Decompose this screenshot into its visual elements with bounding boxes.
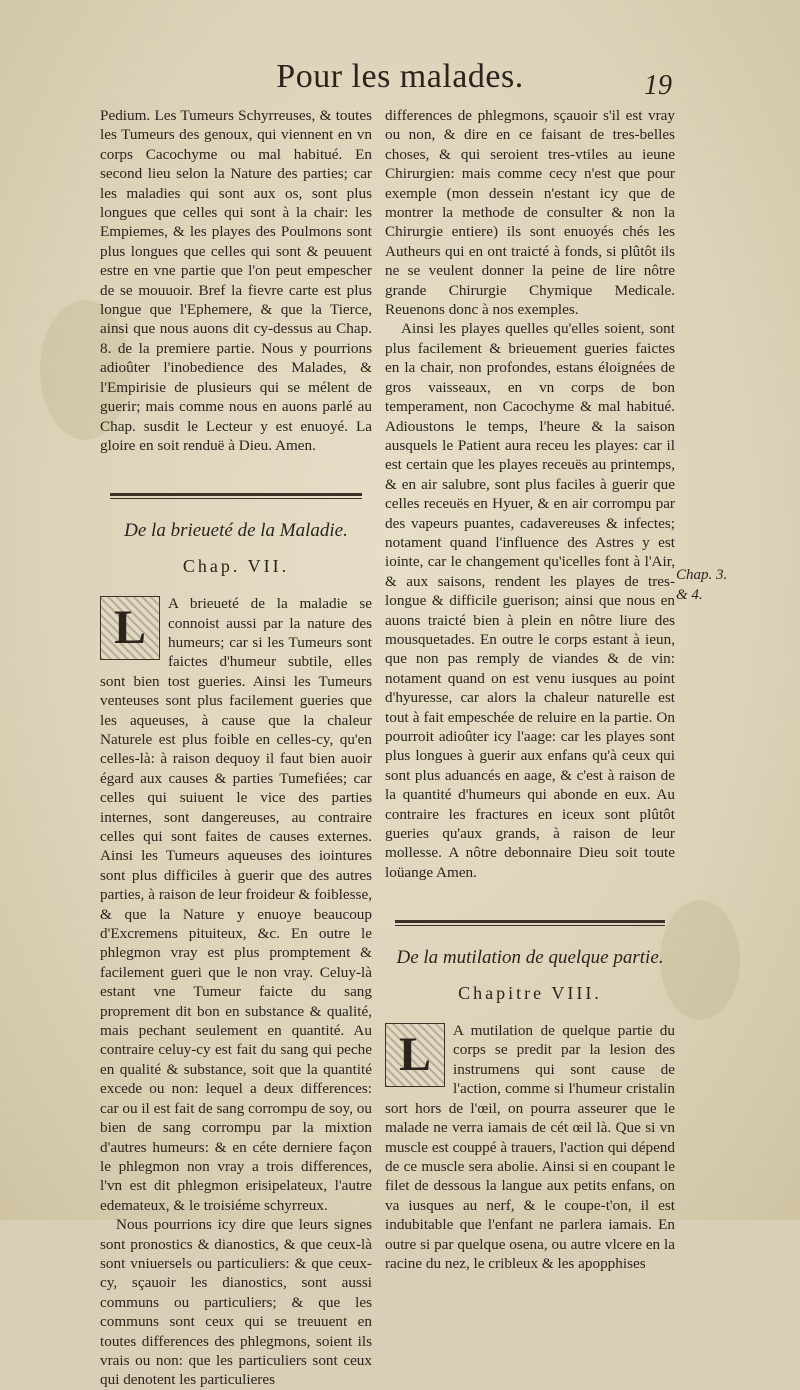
margin-note: Chap. 3. & 4. <box>676 567 728 603</box>
ornamental-rule <box>385 912 675 932</box>
page-number: 19 <box>644 70 672 101</box>
right-paragraph-3: A mutilation de quelque partie du corps se predit par la lesion des instrumens qui sont cause de l'action, comme si l'humeur cristalin sort hors de l'œil, on pourra asseurer que le malade ne verra iamais de cét œil là. Que si vn muscle est couppé à trauers, l'action qui dépend de ce muscle sera abolie. Ainsi si en coupant le filet de dessous la langue aux petits enfans, on va iusques au nerf, & le coupe-t'on, il est indubitable que l'enfant ne parlera iamais. En outre si par quelque osena, ou autre vlcere en la racine du nez, le cribleux & les apopphises <box>385 1022 675 1272</box>
left-paragraph-3: Nous pourrions icy dire que leurs signes sont pronostics & dianostics, & que ceux-là sont vniuersels ou particuliers: & que ceux-cy, sçauoir les dianostics, sont aussi communs ou particuliers; & que les communs sont ceux qui se treuuent en toutes differences des phlegmons, soient ils vrais ou non: que les particuliers sont ceux qui denotent les particulieres <box>100 1216 372 1389</box>
section-heading-mutilation: De la mutilation de quelque partie. <box>396 947 664 969</box>
right-paragraph-2: Ainsi les playes quelles qu'elles soient, sont plus facilement & brieuement gueries faictes en la chair, non profondes, estans éloignées de gros vaisseaux, en vn corps de bon temperament, non Cacochyme & mal habitué. Adioustons le temps, l'heure & la saison ausquels le Patient aura receu les playes: car il est certain que les playes receuës au printemps, & en air salubre, sont plus faciles à guerir que celles receuës en Hyuer, & en air corrompu par des vapeurs puantes, cadavereuses & infectes; notament quand l'influence des Astres y est iointe, car le changement qu'icelles font à l'Air, & aux saisons, rendent les playes de tres-longue & difficile guerison; ainsi que nous en auons traicté bien à plein en nôtre liure des mousquetades. En outre le corps estant à ieun, que non pas remply de viandes & de vin: notament quand on est venu iusques au point d'hyuresse, car alors la chaleur naturelle est tout à fait empeschée de reluire en la partie. On pourroit adioûter icy l'aage: car les playes sont plus longues à guerir aux enfans qu'à ceux qui sont plus aduancés en aage, & c'est à raison de la quantité d'humeurs qui abonde en eux. Au contraire les fractures en iceux sont plûtôt gueries qu'aux grands, à raison de leur mollesse. A nôtre debonnaire Dieu soit toute loüange Amen. <box>385 320 675 881</box>
left-paragraph-2: A brieueté de la maladie se connoist aussi par la nature des humeurs; car si les Tumeurs sont faictes d'humeur subtile, elles sont bien tost gueries. Ainsi les Tumeurs venteuses sont plus facilement gueries que les aqueuses, à cause que la chaleur Naturele est plus foible en celles-cy, qu'en celles-là: à raison dequoy il faut bien auoir égard aux causes & parties Tumefiées; car celles qui suiuent le vice des parties internes, sont dangereuses, au contraire celles qui sont faites de causes externes. Ainsi les Tumeurs aqueuses des iointures sont plus difficiles à guerir que des autres parties, à raison de leur froideur & foiblesse, & que la Nature y enuoye beaucoup d'Excremens pituiteux, &c. En outre le phlegmon vray est plus promptement & facilement gueri que le non vray. Celuy-là estant vne Tumeur faicte du sang proprement dit bon en substance & qualité, mais pechant seulement en quantité. Au contraire celuy-cy est fait du sang qui peche en qualité & substance, soit que la quantité excede ou non: lequel a deux differences: car ou il est fait de sang corrompu de soy, ou bien de sang corrompu par la mixtion d'autres humeurs: & en céte derniere façon le phlegmon non vray a trois differences, l'vn est dit phlegmon erisipelateux, l'autre edemateux, & le troisiéme schyrreux. <box>100 595 372 1214</box>
chapter-label-vii: Chap. VII. <box>182 555 290 576</box>
running-header-title: Pour les malades. <box>276 58 524 95</box>
dropcap-initial: L <box>385 1023 445 1087</box>
chapter-label-viii: Chapitre VIII. <box>458 982 602 1003</box>
left-paragraph-1: Pedium. Les Tumeurs Schyrreuses, & toutes les Tumeurs des genoux, qui viennent en vn corps Cacochyme ou mal habitué. En second lieu selon la Nature des parties; car les maladies qui sont aux os, sont plus longues que celles qui sont à la chair: les Empiemes, & les playes des Poulmons sont plus longues que celles qui sont & peuuent estre en vne partie que l'on peut empescher de se mouuoir. Bref la fievre carte est plus longue que l'Ephemere, & que la Tierce, ainsi que nous auons dit cy-dessus au Chap. 8. de la premiere partie. Nous y pourrions adioûter l'inobedience des Malades, & l'Empirisie de plusieurs qui se mélent de guerir; mais comme nous en auons parlé au Chap. susdit le Lecteur y est enuoyé. La gloire en soit renduë à Dieu. Amen. <box>100 107 372 454</box>
right-column <box>385 106 675 1273</box>
left-column <box>100 106 372 1390</box>
dropcap-initial: L <box>100 596 160 660</box>
section-heading-brevity: De la brieueté de la Maladie. <box>124 520 348 542</box>
right-paragraph-1: differences de phlegmons, sçauoir s'il est vray ou non, & dire en ce faisant de tres-belles choses, & qui seroient tres-vtiles au ieune Chirurgien: mais comme cecy n'est que pour exemple (mon dessein n'estant icy que de montrer la methode de consulter & non la Chirurgie entiere) ils sont enuoyés chés les Autheurs qui en ont traicté à fonds, si plûtôt ils ne se veulent donner la peine de lire nôtre grande Chirurgie Chymique Medicale. Reuenons donc à nos exemples. <box>385 107 675 319</box>
ornamental-rule <box>100 485 372 505</box>
